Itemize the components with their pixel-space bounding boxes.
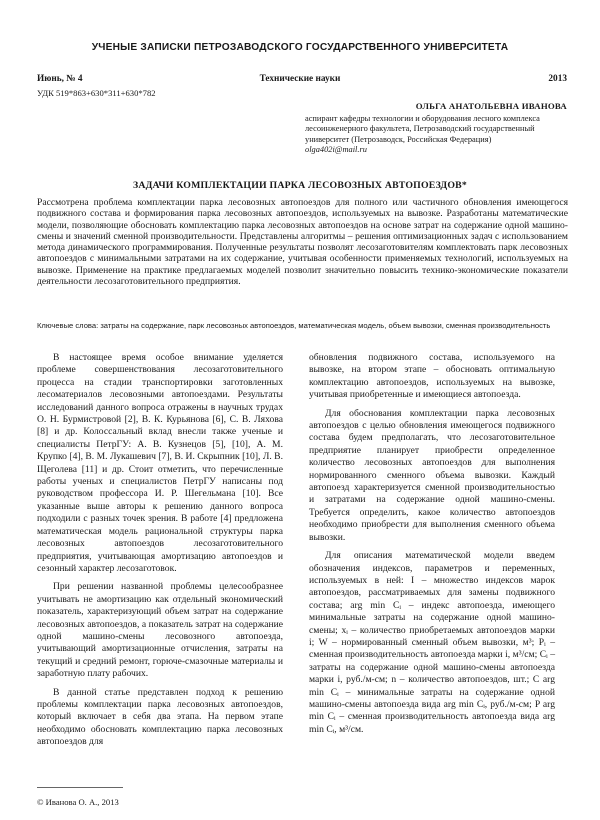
keywords: Ключевые слова: затраты на содержание, парк лесовозных автопоездов, математическая модель, объем вывозки, сменная производительность xyxy=(37,321,551,330)
paragraph: Для обоснования комплектации парка лесовозных автопоездов с целью обновления имеющегося подвижного состава будем предполагать, что лесозаготовительное предприятие планирует приобрести определенное количество лесовозных автопоездов для выполнения нормированного сменного объема вывозки. Каждый автопоезд характеризуется сменной производительностью и затратами на содержание одной машино-смены. Требуется определить, какое количество автопоездов необходимо приобрести для выполнения сменного объема вывозки. xyxy=(309,407,555,543)
paragraph: обновления подвижного состава, используемого на вывозке, на втором этапе – обосновать оптимальную комплектацию автопоездов, используемых на вывозке, учитывая приобретенные и имеющиеся автопоезда. xyxy=(309,352,555,401)
udk-code: УДК 519*863+630*311+630*782 xyxy=(37,88,156,98)
body-column-left xyxy=(37,352,283,755)
article-title: ЗАДАЧИ КОМПЛЕКТАЦИИ ПАРКА ЛЕСОВОЗНЫХ АВТОПОЕЗДОВ* xyxy=(132,180,468,191)
paragraph: В данной статье представлен подход к решению проблемы комплектации парка лесовозных автопоездов, который включает в себя два этапа. На первом этапе необходимо обосновать комплектацию парка лесовозных автопоездов для xyxy=(37,686,283,748)
abstract: Рассмотрена проблема комплектации парка лесовозных автопоездов для полного или частичного обновления имеющегося подвижного состава и формирования парка лесовозных автопоездов, используемых на вывозке. Разработаны математические модели, позволяющие обосновать комплектацию парка лесовозных автопоездов на основе затрат на содержание одной машино-смены и значений сменной производительности. Представлены алгоритмы – решения оптимизационных задач с использованием метода динамического программирования. Полученные результаты позволят лесозаготовителям комплектовать парк лесовозных автопоездов с минимальными затратами на их содержание, учитывая особенности применяемых технологий, используемых на вывозке. Применение на практике предлагаемых моделей позволит значительно повысить технико-экономические показатели деятельности лесозаготовительного предприятия. xyxy=(37,197,568,288)
copyright-notice: © Иванова О. А., 2013 xyxy=(37,797,119,807)
author-affiliation: аспирант кафедры технологии и оборудования лесного комплекса лесоинженерного факультета, Петрозаводский государственный университет (Петрозаводск, Российская Федерация) xyxy=(305,113,540,144)
issue-label: Июнь, № 4 xyxy=(37,74,83,84)
year-label: 2013 xyxy=(548,74,567,84)
paragraph: Для описания математической модели введем обозначения индексов, параметров и переменных, используемых в ней: I – множество индексов марок автопоездов, рассматриваемых для замены подвижного состава; arg min Cᵢ – индекс автопоезда, имеющего минимальные затраты на содержание одной машино-смены; xᵢ – количество приобретаемых автопоездов марки i; W – нормированный сменный объем вывозки, м³; Pᵢ – сменная производительность автопоезда марки i, м³/см; Cᵢ – затраты на содержание одной машино-смены автопоезда марки i, руб./м-см; n – количество автопоездов, шт.; C arg min Cᵢ – минимальные затраты на содержание одной машино-смены автопоезда вида arg min Cᵢ, руб./м-см; P arg min Cᵢ – сменная производительность автопоезда вида arg min Cᵢ, м³/см. xyxy=(309,550,555,735)
journal-title: УЧЕНЫЕ ЗАПИСКИ ПЕТРОЗАВОДСКОГО ГОСУДАРСТВЕННОГО УНИВЕРСИТЕТА xyxy=(91,42,509,53)
body-column-right xyxy=(309,352,555,742)
author-block xyxy=(305,101,567,156)
section-label: Технические науки xyxy=(259,74,341,84)
author-name: ОЛЬГА АНАТОЛЬЕВНА ИВАНОВА xyxy=(415,101,567,111)
paragraph: При решении названной проблемы целесообразнее учитывать не амортизацию как отдельный экономический показатель, характеризующий объем затрат на содержание лесовозных автопоездов, а показатель затрат на содержание одной машино-смены лесовозного автопоезда, учитывающий амортизационные отчисления, затраты на текущий и средний ремонт, горюче-смазочные материалы и заработную плату рабочих. xyxy=(37,581,283,680)
author-email[interactable]: olga402i@mail.ru xyxy=(305,145,367,155)
footnote-divider xyxy=(37,787,123,788)
paragraph: В настоящее время особое внимание уделяется проблеме совершенствования лесозаготовительного процесса на стадии транспортировки заготовленных лесоматериалов лесовозными автопоездами. Результаты исследований данного вопроса отражены в научных трудах О. Н. Бурмистровой [2], В. К. Курьянова [6], С. В. Ляхова [8] и др. Колоссальный вклад внесли также ученые и специалисты ПетрГУ: А. В. Кузнецов [5], [10], А. М. Крупко [4], В. М. Лукашевич [7], В. И. Скрыпник [10], Л. В. Щеголева [11] и др. Стоит отметить, что перечисленные работы ученых и специалистов ПетрГУ написаны под руководством профессора И. Р. Шегельмана [10]. Все указанные выше авторы к решению данного вопроса подходили с разных точек зрения. В работе [4] предложена математическая модель рациональной структуры парка лесовозных автопоездов лесозаготовительного предприятия, учитывающая амортизацию автопоездов и сезонный характер лесозаготовок. xyxy=(37,352,283,574)
